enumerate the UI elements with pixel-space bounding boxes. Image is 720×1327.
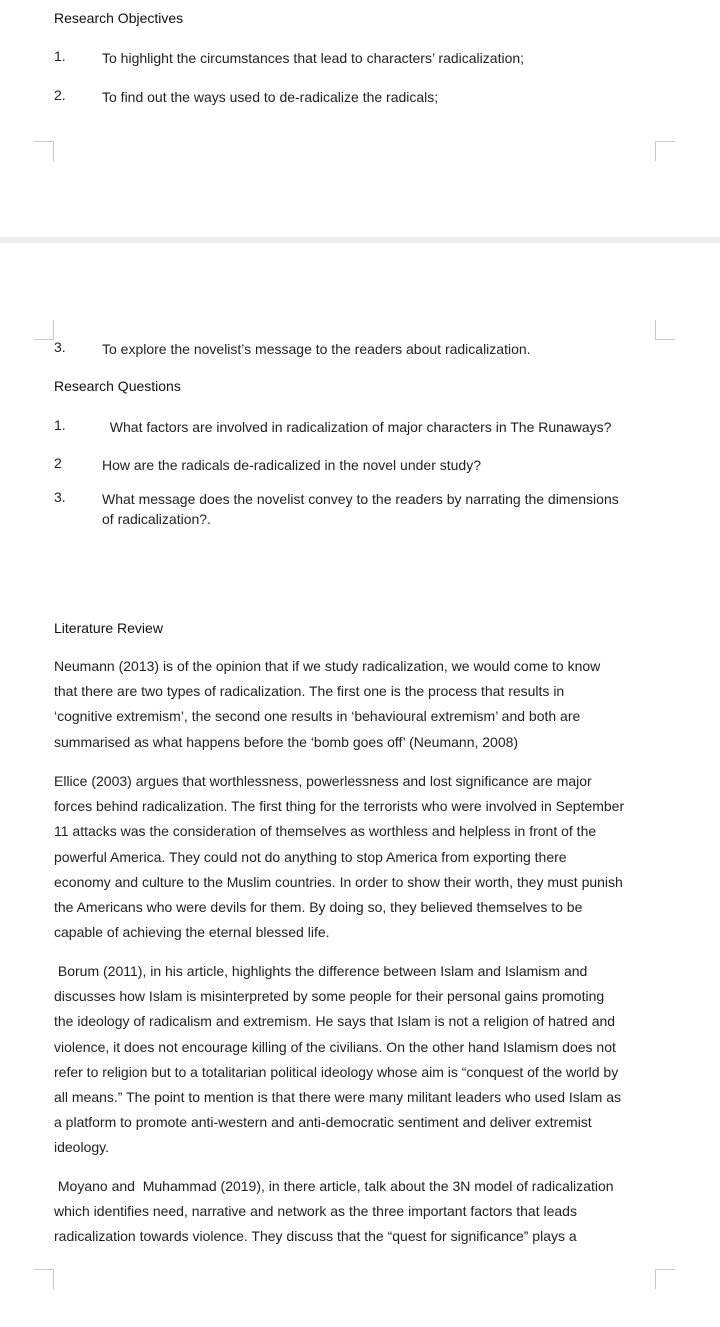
literature-review-heading: Literature Review [54,620,163,636]
list-number: 1. [54,48,66,64]
literature-paragraph-neumann [54,654,664,755]
research-objectives-heading: Research Objectives [54,10,184,26]
paragraph-line: summarised as what happens before the ‘bomb goes off’ (Neumann, 2008) [54,733,519,750]
list-number: 3. [54,339,66,355]
list-text: How are the radicals de-radicalized in the novel under study? [102,457,481,473]
literature-paragraph-borum [54,959,664,1161]
paragraph-line: Borum (2011), in his article, highlights the difference between Islam and Islamism and [54,963,588,979]
paragraph-line: a platform to promote anti-western and anti-democratic sentiment and deliver extremist [54,1114,592,1131]
paragraph-line: all means.” The point to mention is that there were many militant leaders who used Islam as [54,1089,622,1106]
page-corner-mark-bottom-right [655,141,675,161]
page-corner-mark-top-right [655,320,675,340]
list-text: To explore the novelist’s message to the readers about radicalization. [102,341,531,357]
paragraph-line: economy and culture to the Muslim countries. In order to show their worth, they must punish [54,873,623,890]
list-text: What factors are involved in radicalization of major characters in The Runaways? [102,419,612,435]
paragraph-line: ideology. [54,1139,110,1156]
paragraph-line: Moyano and Muhammad (2019), in there article, talk about the 3N model of radicalization [54,1178,614,1194]
paragraph-line: the ideology of radicalism and extremism. He says that Islam is not a religion of hatred and [54,1013,616,1030]
page-corner-mark-bottom-right [655,1269,675,1289]
paragraph-line: Neumann (2013) is of the opinion that if we study radicalization, we would come to know [54,658,601,674]
list-number: 3. [54,489,66,505]
paragraph-line: forces behind radicalization. The first thing for the terrorists who were involved in September [54,798,625,815]
research-questions-heading: Research Questions [54,378,181,394]
page-corner-mark-bottom-left [34,1269,54,1289]
paragraph-line: refer to religion but to a totalitarian political ideology whose aim is “conquest of the world by [54,1063,619,1080]
list-number: 2. [54,87,66,103]
paragraph-line: Ellice (2003) argues that worthlessness, powerlessness and lost significance are major [54,773,592,789]
page-corner-mark-bottom-left [34,141,54,161]
paragraph-line: which identifies need, narrative and network as the three important factors that leads [54,1203,577,1220]
paragraph-line: 11 attacks was the consideration of themselves as worthless and helpless in front of the [54,823,597,840]
paragraph-line: the Americans who were devils for them. By doing so, they believed themselves to be [54,899,583,916]
list-text-line-1: What message does the novelist convey to the readers by narrating the dimensions [102,491,619,507]
list-number: 1. [54,417,66,433]
paragraph-line: powerful America. They could not do anything to stop America from exporting there [54,848,567,865]
page-corner-mark-top-left [34,320,54,340]
paragraph-line: ‘cognitive extremism’, the second one results in ‘behavioural extremism’ and both are [54,708,581,725]
paragraph-line: capable of achieving the eternal blessed life. [54,924,330,941]
list-text: To find out the ways used to de-radicalize the radicals; [102,89,439,105]
literature-paragraph-moyano [54,1174,664,1250]
document-page-2 [0,243,720,1327]
list-text-line-2: of radicalization?. [102,511,211,527]
paragraph-line: discusses how Islam is misinterpreted by some people for their personal gains promoting [54,988,605,1005]
list-text: To highlight the circumstances that lead to characters’ radicalization; [102,50,525,66]
paragraph-line: that there are two types of radicalization. The first one is the process that results in [54,683,565,700]
list-number: 2 [54,455,62,471]
paragraph-line: violence, it does not encourage killing of the civilians. On the other hand Islamism does not [54,1038,616,1055]
literature-paragraph-ellice [54,769,664,945]
document-page-1 [0,0,720,237]
paragraph-line: radicalization towards violence. They discuss that the “quest for significance” plays a [54,1228,577,1245]
